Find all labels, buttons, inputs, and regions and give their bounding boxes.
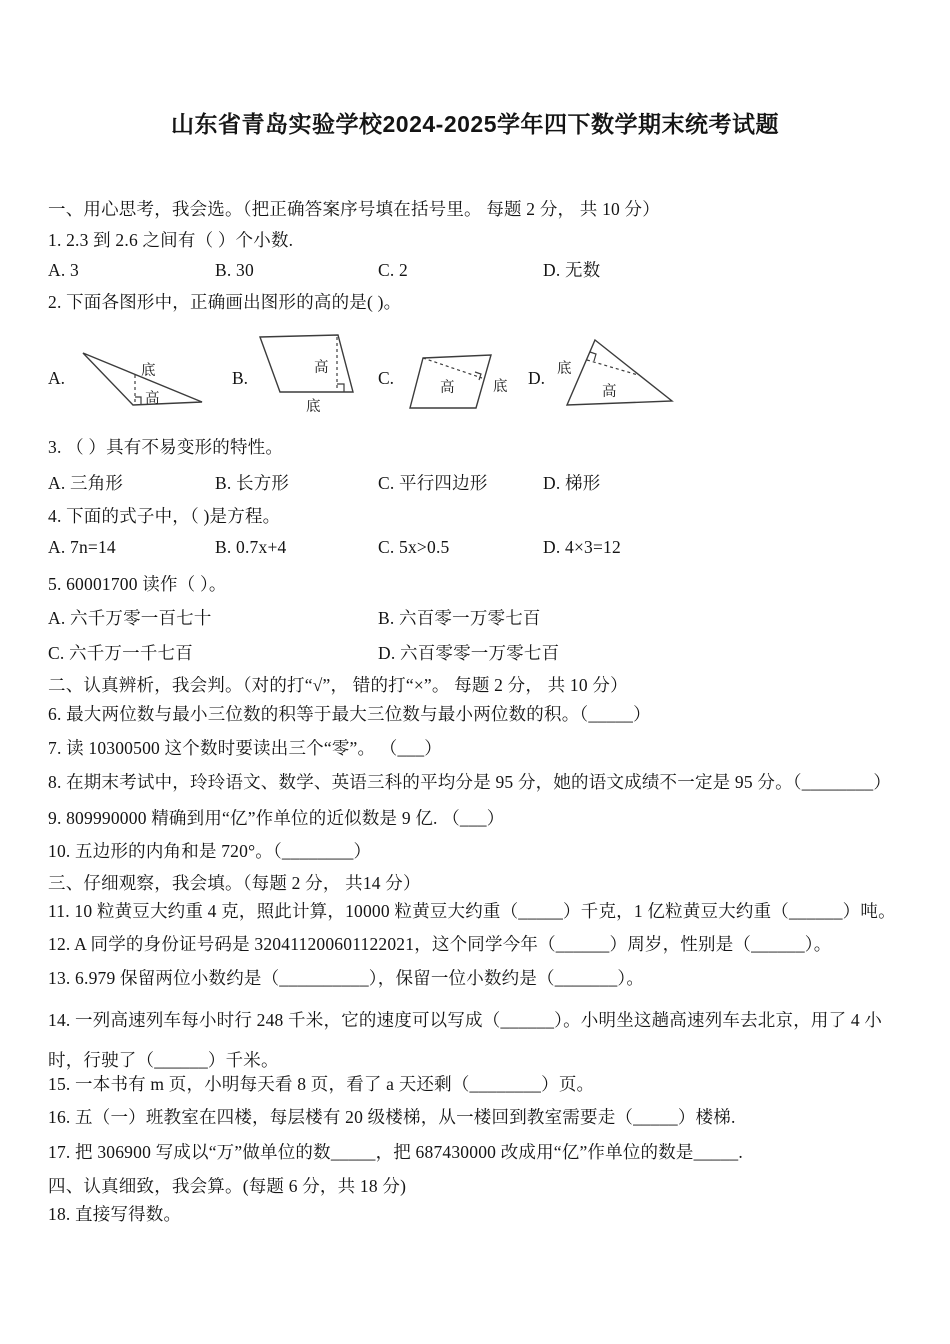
option-c: C. 平行四边形: [378, 473, 488, 493]
question-9: 9. 809990000 精确到用“亿”作单位的近似数是 9 亿. （___）: [48, 808, 505, 828]
option-b: B. 0.7x+4: [215, 537, 287, 557]
question-5-options-row1: [48, 605, 541, 630]
question-3-options: [48, 470, 600, 495]
question-11: 11. 10 粒黄豆大约重 4 克，照此计算，10000 粒黄豆大约重（_____）千克，1 亿粒黄豆大约重（______）吨。: [48, 901, 896, 921]
parallelogram-figure-b: [256, 332, 361, 417]
question-5: 5. 60001700 读作（ ）。: [48, 574, 227, 594]
question-3: 3. （ ）具有不易变形的特性。: [48, 437, 284, 457]
option-d: D. 六百零零一万零七百: [378, 643, 560, 663]
question-12: 12. A 同学的身份证号码是 320411200601122021，这个同学今年（______）周岁，性别是（______）。: [48, 934, 832, 954]
section2-header: 二、认真辨析，我会判。（对的打“√”， 错的打“×”。 每题 2 分， 共 10 分）: [48, 675, 628, 695]
figure-c-height-label: 高: [440, 380, 455, 396]
question-2-figures: [48, 330, 910, 430]
question-10: 10. 五边形的内角和是 720°。（________）: [48, 841, 372, 861]
section3-header: 三、仔细观察，我会填。（每题 2 分， 共14 分）: [48, 873, 421, 893]
option-d: D. 无数: [543, 260, 601, 280]
option-b: B. 30: [215, 260, 254, 280]
question-1-options: [48, 257, 600, 282]
page-title: 山东省青岛实验学校2024-2025学年四下数学期末统考试题: [171, 111, 779, 137]
question-1: 1. 2.3 到 2.6 之间有（ ）个小数.: [48, 230, 294, 250]
question-4-options: [48, 537, 621, 558]
question-16: 16. 五（一）班教室在四楼，每层楼有 20 级楼梯，从一楼回到教室需要走（_____）楼梯.: [48, 1107, 736, 1127]
triangle-figure-d: [555, 330, 695, 415]
section1-header: 一、用心思考，我会选。（把正确答案序号填在括号里。 每题 2 分， 共 10 分）: [48, 199, 660, 219]
figure-b-label: B.: [232, 368, 249, 388]
question-7: 7. 读 10300500 这个数时要读出三个“零”。 （___）: [48, 738, 443, 758]
option-c: C. 2: [378, 260, 408, 280]
question-15: 15. 一本书有 m 页，小明每天看 8 页，看了 a 天还剩（________）页。: [48, 1074, 595, 1094]
figure-b-base-label: 底: [306, 399, 321, 415]
question-6: 6. 最大两位数与最小三位数的积等于最大三位数与最小两位数的积。（_____）: [48, 704, 651, 724]
figure-d-height-label: 高: [602, 384, 617, 400]
question-13: 13. 6.979 保留两位小数约是（__________），保留一位小数约是（_______）。: [48, 968, 645, 988]
option-a: A. 3: [48, 260, 79, 280]
figure-b-height-label: 高: [314, 360, 329, 376]
figure-a-base-label: 底: [141, 363, 156, 379]
question-5-options-row2: [48, 640, 559, 665]
question-18: 18. 直接写得数。: [48, 1204, 182, 1224]
triangle-figure-a: [75, 342, 210, 417]
parallelogram-figure-c: [403, 348, 518, 423]
question-8: 8. 在期末考试中，玲玲语文、数学、英语三科的平均分是 95 分，她的语文成绩不一定是 95 分。（________）: [48, 772, 892, 792]
option-b: B. 长方形: [215, 473, 290, 493]
question-17: 17. 把 306900 写成以“万”做单位的数_____，把 687430000 改成用“亿”作单位的数是_____.: [48, 1142, 743, 1162]
option-a: A. 7n=14: [48, 537, 116, 557]
option-b: B. 六百零一万零七百: [378, 608, 541, 628]
figure-a-height-label: 高: [145, 391, 160, 407]
question-4: 4. 下面的式子中，（ )是方程。: [48, 506, 281, 526]
option-a: A. 六千万零一百七十: [48, 608, 212, 628]
figure-c-base-label: 底: [493, 379, 508, 395]
section4-header: 四、认真细致，我会算。(每题 6 分，共 18 分): [48, 1176, 407, 1196]
figure-d-label: D.: [528, 368, 546, 388]
figure-a-label: A.: [48, 368, 66, 388]
figure-d-base-label: 底: [557, 361, 572, 377]
question-2: 2. 下面各图形中，正确画出图形的高的是( )。: [48, 292, 402, 312]
option-d: D. 梯形: [543, 473, 601, 493]
option-c: C. 5x>0.5: [378, 537, 450, 557]
option-d: D. 4×3=12: [543, 537, 621, 557]
question-14: 14. 一列高速列车每小时行 248 千米，它的速度可以写成（______）。小明坐这趟高速列车去北京，用了 4 小时，行驶了（______）千米。: [48, 1010, 883, 1070]
option-c: C. 六千万一千七百: [48, 643, 193, 663]
option-a: A. 三角形: [48, 473, 124, 493]
figure-c-label: C.: [378, 368, 395, 388]
